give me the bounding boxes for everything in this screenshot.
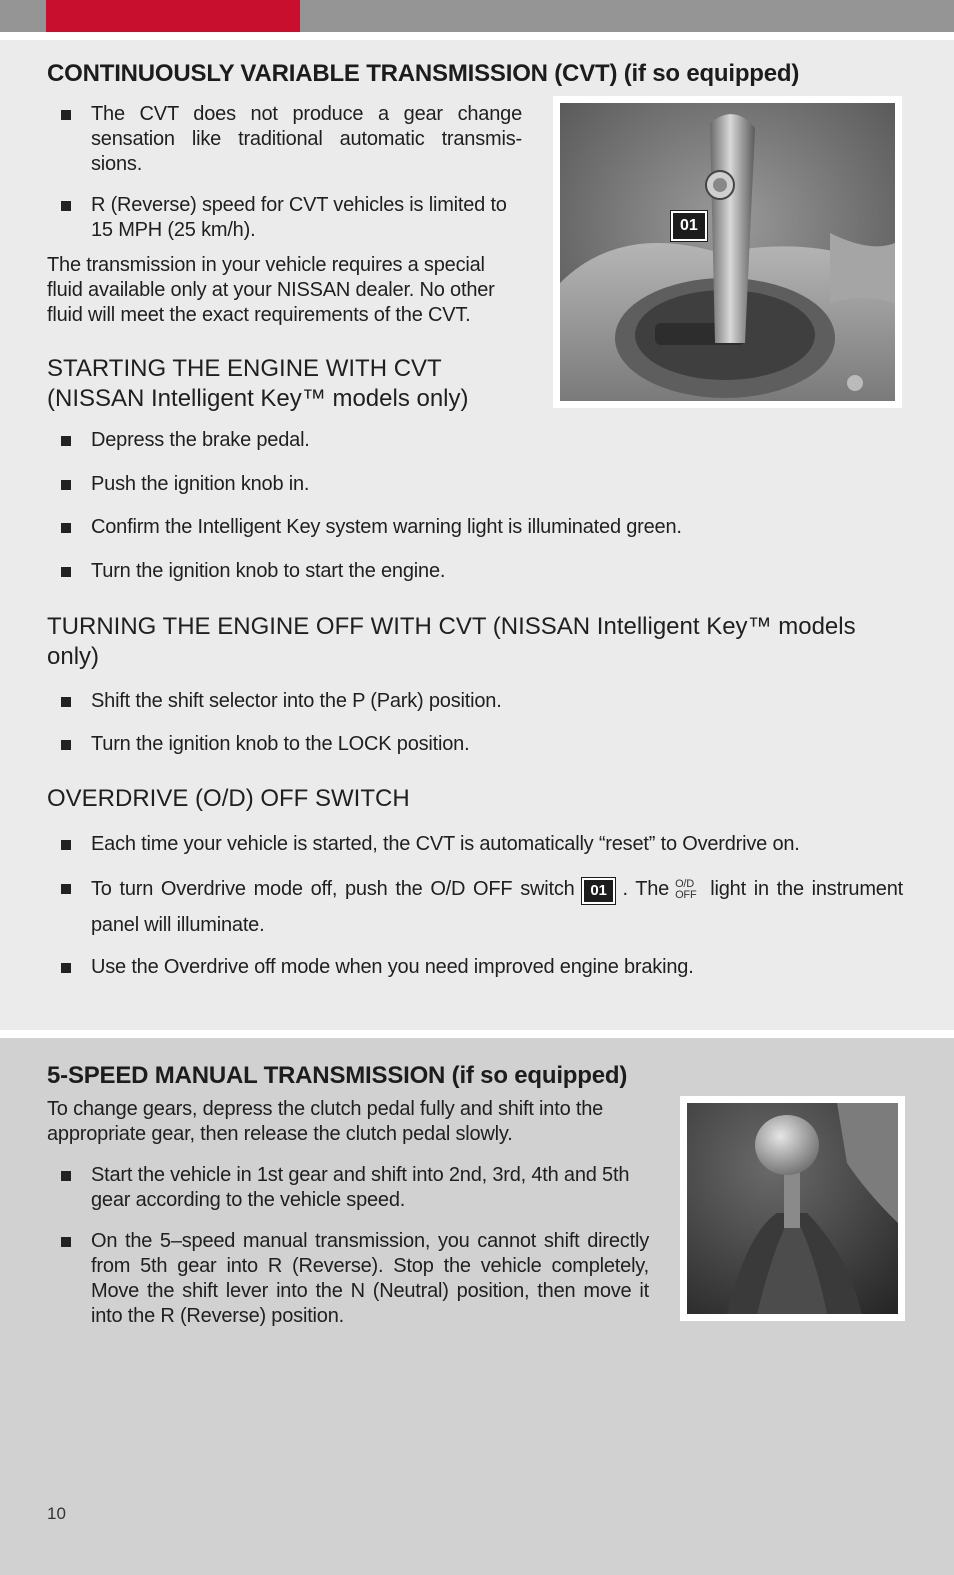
cvt-paragraph: The transmission in your vehicle requires a special fluid available only at your NISSAN dealer. No other fluid will meet the exact requirements of the CVT.	[47, 254, 495, 326]
bullet-icon	[61, 963, 71, 973]
overdrive-title: OVERDRIVE (O/D) OFF SWITCH	[47, 785, 410, 812]
overdrive-bullets	[47, 832, 903, 980]
manual-paragraph: To change gears, depress the clutch pedal fully and shift into the appropriate gear, then release the clutch pedal slowly.	[47, 1098, 604, 1145]
bullet-icon	[61, 884, 71, 894]
cvt-shifter-image	[560, 103, 895, 401]
list-item: Turn the ignition knob to start the engine.	[47, 559, 927, 584]
manual-shifter-photo	[680, 1096, 905, 1321]
manual-section	[0, 1038, 954, 1575]
bullet-icon	[61, 1171, 71, 1181]
list-item: On the 5–speed manual transmission, you cannot shift directly from 5th gear into R (Reverse). Stop the vehicle completely, Move the shift lever into the N (Neutral) position, then move it into the R (Reverse) position.	[47, 1229, 649, 1329]
bullet-icon	[61, 567, 71, 577]
manual-shifter-image	[687, 1103, 898, 1314]
list-item: To turn Overdrive mode off, push the O/D OFF switch 01 . The O/D OFF light in the instrument panel will illuminate.	[47, 871, 903, 943]
turning-off-title: TURNING THE ENGINE OFF WITH CVT (NISSAN Intelligent Key™ models only)	[47, 613, 856, 670]
cvt-bullets	[47, 102, 522, 243]
bullet-icon	[61, 840, 71, 850]
header-accent	[46, 0, 300, 32]
bullet-icon	[61, 480, 71, 490]
cvt-shifter-photo	[553, 96, 902, 408]
list-item: Push the ignition knob in.	[47, 472, 927, 497]
od-off-indicator-icon: O/D OFF	[675, 877, 697, 901]
list-item: Start the vehicle in 1st gear and shift into 2nd, 3rd, 4th and 5th gear according to the vehicle speed.	[47, 1163, 649, 1213]
bullet-icon	[61, 436, 71, 446]
od-switch-callout: 01	[582, 878, 614, 904]
photo-callout: 01	[671, 211, 707, 241]
page-number: 10	[47, 1504, 66, 1523]
bullet-icon	[61, 1237, 71, 1247]
bullet-icon	[61, 523, 71, 533]
list-item: The CVT does not produce a gear change sensation like traditional automatic transmis-sions.	[47, 102, 522, 177]
list-item: Depress the brake pedal.	[47, 428, 927, 453]
list-item: Turn the ignition knob to the LOCK position.	[47, 732, 927, 757]
bullet-icon	[61, 697, 71, 707]
bullet-icon	[61, 740, 71, 750]
bullet-icon	[61, 201, 71, 211]
list-item: R (Reverse) speed for CVT vehicles is limited to 15 MPH (25 km/h).	[47, 193, 522, 243]
turning-off-bullets	[47, 689, 927, 757]
manual-title: 5-SPEED MANUAL TRANSMISSION (if so equipped)	[47, 1062, 628, 1089]
manual-bullets	[47, 1163, 649, 1329]
bullet-icon	[61, 110, 71, 120]
starting-title: STARTING THE ENGINE WITH CVT (NISSAN Intelligent Key™ models only)	[47, 355, 469, 412]
list-item: Shift the shift selector into the P (Park) position.	[47, 689, 927, 714]
starting-bullets	[47, 428, 927, 584]
cvt-section	[0, 40, 954, 1030]
list-item: Use the Overdrive off mode when you need improved engine braking.	[47, 955, 903, 980]
cvt-title: CONTINUOUSLY VARIABLE TRANSMISSION (CVT) (if so equipped)	[47, 60, 800, 87]
list-item: Confirm the Intelligent Key system warning light is illuminated green.	[47, 515, 927, 540]
list-item: Each time your vehicle is started, the CVT is automatically “reset” to Overdrive on.	[47, 832, 903, 857]
